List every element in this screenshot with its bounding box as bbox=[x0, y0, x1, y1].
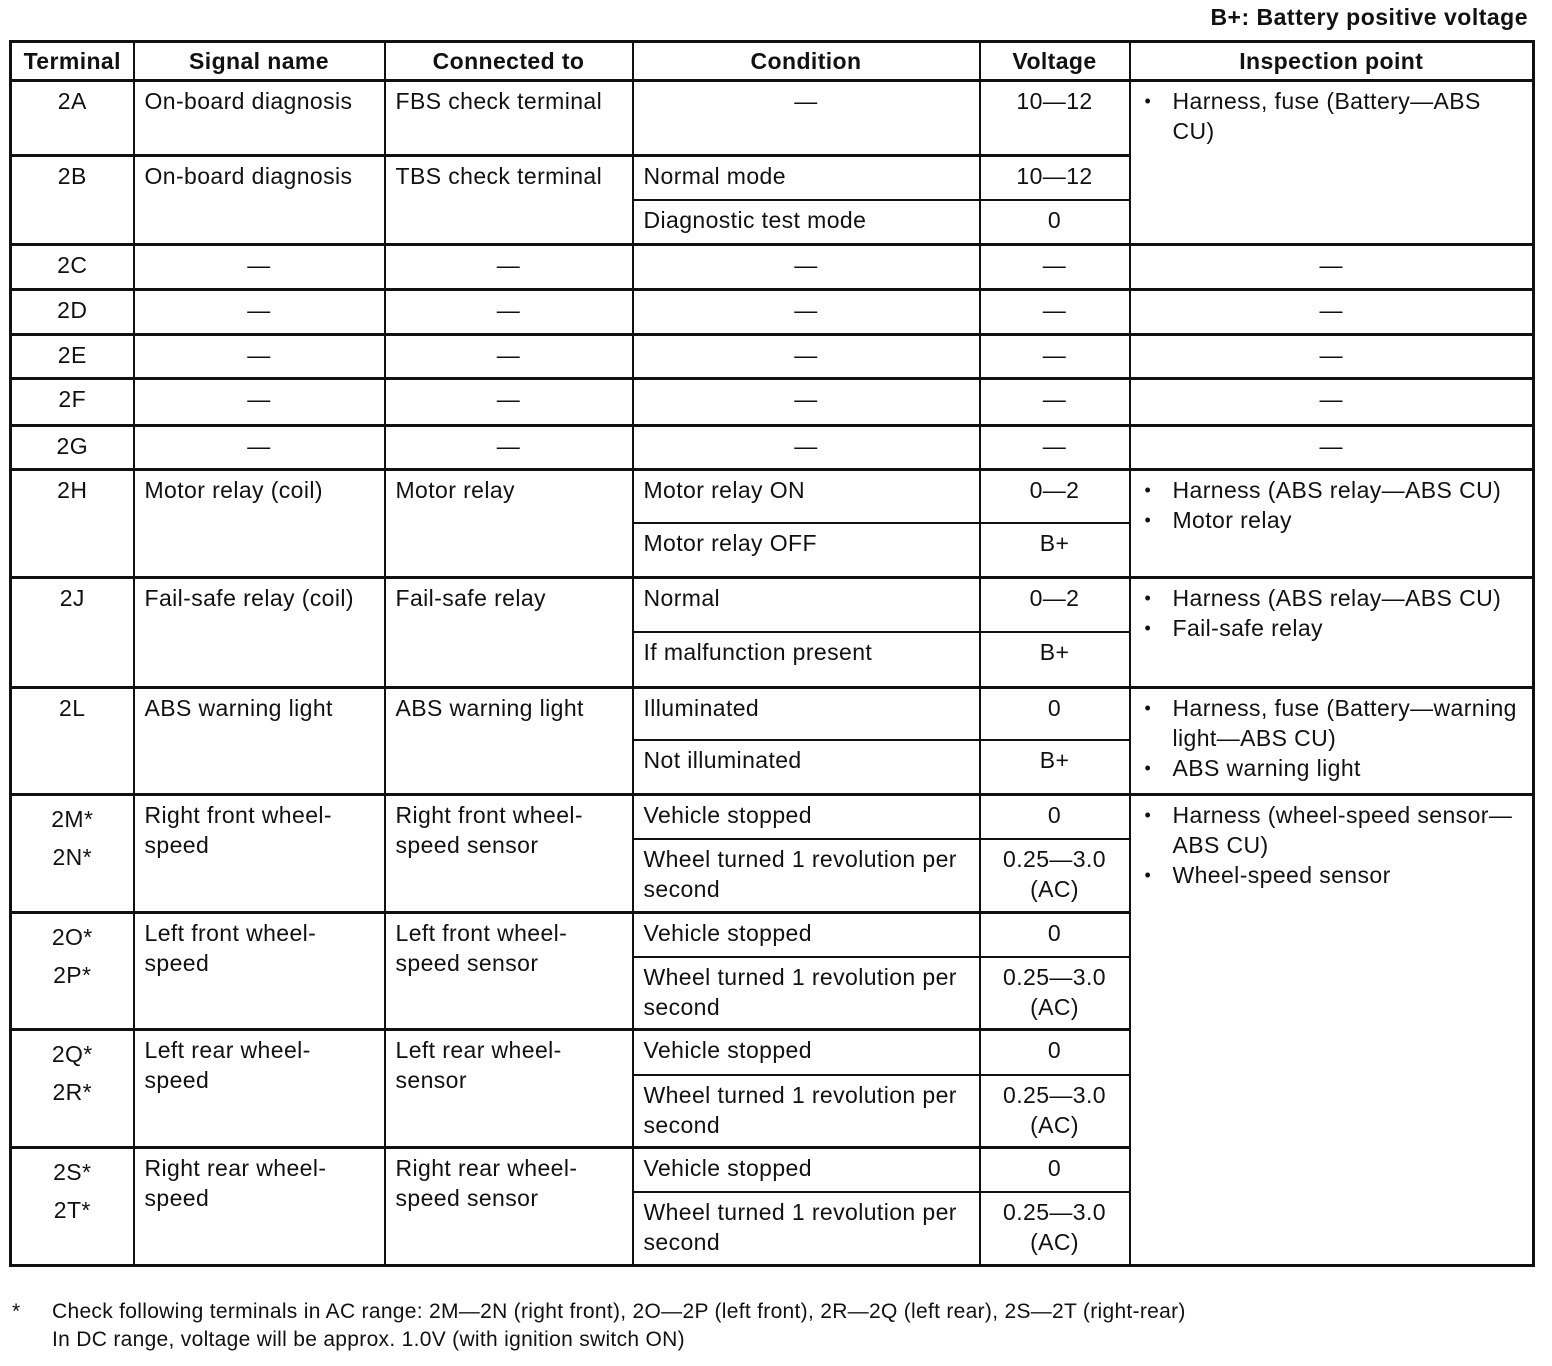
condition-cell: Illuminated bbox=[633, 687, 980, 740]
voltage-cell: 0 bbox=[980, 687, 1130, 740]
connected-cell: — bbox=[385, 289, 633, 334]
connected-cell: ABS warning light bbox=[385, 687, 633, 795]
condition-cell: Wheel turned 1 revolution per second bbox=[633, 839, 980, 912]
inspection-cell bbox=[1130, 578, 1534, 688]
signal-cell: Left front wheel-speed bbox=[134, 912, 385, 1030]
signal-cell: ABS warning light bbox=[134, 687, 385, 795]
connected-cell: Right front wheel-speed sensor bbox=[385, 795, 633, 913]
connected-cell: — bbox=[385, 379, 633, 426]
condition-cell: Not illuminated bbox=[633, 740, 980, 795]
col-voltage: Voltage bbox=[980, 42, 1130, 81]
terminal-cell: 2B bbox=[11, 156, 134, 245]
terminal-cell: 2F bbox=[11, 379, 134, 426]
terminal-label: 2Q* bbox=[51, 1041, 93, 1068]
condition-cell: Diagnostic test mode bbox=[633, 200, 980, 245]
condition-cell: Motor relay OFF bbox=[633, 523, 980, 578]
voltage-cell: 0 bbox=[980, 1030, 1130, 1075]
table-row bbox=[11, 687, 1534, 740]
col-inspection-point: Inspection point bbox=[1130, 42, 1534, 81]
condition-cell: Motor relay ON bbox=[633, 470, 980, 523]
signal-cell: Fail-safe relay (coil) bbox=[134, 578, 385, 688]
terminal-cell: 2D bbox=[11, 289, 134, 334]
terminal-label: 2S* bbox=[53, 1159, 92, 1186]
table-row bbox=[11, 245, 1534, 290]
connected-cell: Right rear wheel-speed sensor bbox=[385, 1148, 633, 1266]
condition-cell: Vehicle stopped bbox=[633, 1148, 980, 1193]
table-row bbox=[11, 289, 1534, 334]
condition-cell: Wheel turned 1 revolution per second bbox=[633, 1192, 980, 1265]
connected-cell: Left front wheel-speed sensor bbox=[385, 912, 633, 1030]
inspection-item: • Harness (wheel-speed sensor—ABS CU) bbox=[1141, 800, 1523, 860]
condition-cell: Vehicle stopped bbox=[633, 795, 980, 840]
condition-cell: — bbox=[633, 81, 980, 156]
inspection-cell bbox=[1130, 795, 1534, 1266]
inspection-cell bbox=[1130, 81, 1534, 245]
voltage-cell: 0—2 bbox=[980, 578, 1130, 633]
voltage-cell: B+ bbox=[980, 740, 1130, 795]
inspection-item: • ABS warning light bbox=[1141, 753, 1523, 783]
condition-cell: Vehicle stopped bbox=[633, 912, 980, 957]
col-connected-to: Connected to bbox=[385, 42, 633, 81]
voltage-cell: — bbox=[980, 425, 1130, 470]
voltage-cell: 0 bbox=[980, 1148, 1130, 1193]
terminal-label: 2N* bbox=[52, 844, 93, 871]
condition-cell: — bbox=[633, 379, 980, 426]
condition-cell: — bbox=[633, 334, 980, 379]
inspection-item: • Harness (ABS relay—ABS CU) bbox=[1141, 475, 1523, 505]
signal-cell: Right front wheel-speed bbox=[134, 795, 385, 913]
voltage-cell: B+ bbox=[980, 632, 1130, 687]
signal-cell: Left rear wheel-speed bbox=[134, 1030, 385, 1148]
condition-cell: — bbox=[633, 245, 980, 290]
connected-cell: Fail-safe relay bbox=[385, 578, 633, 688]
col-terminal: Terminal bbox=[11, 42, 134, 81]
voltage-cell: 0 bbox=[980, 912, 1130, 957]
inspection-item: • Harness, fuse (Battery—ABS CU) bbox=[1141, 86, 1523, 146]
terminal-cell bbox=[11, 795, 134, 913]
connected-cell: FBS check terminal bbox=[385, 81, 633, 156]
signal-cell: On-board diagnosis bbox=[134, 156, 385, 245]
table-row bbox=[11, 578, 1534, 633]
table-row bbox=[11, 470, 1534, 523]
voltage-cell: 0.25—3.0 (AC) bbox=[980, 839, 1130, 912]
terminal-spec-table bbox=[9, 40, 1535, 1267]
terminal-label: 2R* bbox=[52, 1079, 93, 1106]
inspection-cell: — bbox=[1130, 289, 1534, 334]
inspection-cell bbox=[1130, 687, 1534, 795]
voltage-cell: — bbox=[980, 334, 1130, 379]
condition-cell: Wheel turned 1 revolution per second bbox=[633, 957, 980, 1030]
table-row bbox=[11, 334, 1534, 379]
signal-cell: — bbox=[134, 289, 385, 334]
voltage-cell: 0.25—3.0 (AC) bbox=[980, 957, 1130, 1030]
inspection-cell: — bbox=[1130, 334, 1534, 379]
condition-cell: Normal bbox=[633, 578, 980, 633]
signal-cell: On-board diagnosis bbox=[134, 81, 385, 156]
connected-cell: — bbox=[385, 245, 633, 290]
col-signal-name: Signal name bbox=[134, 42, 385, 81]
inspection-item: • Wheel-speed sensor bbox=[1141, 860, 1523, 890]
signal-cell: — bbox=[134, 379, 385, 426]
signal-cell: Motor relay (coil) bbox=[134, 470, 385, 578]
footnote-line: In DC range, voltage will be approx. 1.0V (with ignition switch ON) bbox=[52, 1328, 685, 1351]
voltage-cell: 10—12 bbox=[980, 156, 1130, 201]
condition-cell: Vehicle stopped bbox=[633, 1030, 980, 1075]
terminal-label: 2O* bbox=[51, 923, 93, 950]
inspection-cell bbox=[1130, 470, 1534, 578]
connected-cell: Left rear wheel-sensor bbox=[385, 1030, 633, 1148]
terminal-cell: 2G bbox=[11, 425, 134, 470]
connected-cell: TBS check terminal bbox=[385, 156, 633, 245]
voltage-cell: — bbox=[980, 379, 1130, 426]
inspection-cell: — bbox=[1130, 425, 1534, 470]
condition-cell: — bbox=[633, 425, 980, 470]
voltage-cell: 0 bbox=[980, 200, 1130, 245]
voltage-cell: 0 bbox=[980, 795, 1130, 840]
inspection-item: • Fail-safe relay bbox=[1141, 613, 1523, 643]
signal-cell: — bbox=[134, 425, 385, 470]
voltage-cell: 0.25—3.0 (AC) bbox=[980, 1192, 1130, 1265]
signal-cell: Right rear wheel-speed bbox=[134, 1148, 385, 1266]
terminal-cell bbox=[11, 1030, 134, 1148]
voltage-cell: — bbox=[980, 289, 1130, 334]
inspection-cell: — bbox=[1130, 245, 1534, 290]
table-row bbox=[11, 379, 1534, 426]
voltage-cell: 10—12 bbox=[980, 81, 1130, 156]
signal-cell: — bbox=[134, 334, 385, 379]
connected-cell: — bbox=[385, 334, 633, 379]
terminal-cell: 2H bbox=[11, 470, 134, 578]
footnote-marker: * bbox=[12, 1300, 21, 1323]
connected-cell: — bbox=[385, 425, 633, 470]
inspection-item: • Motor relay bbox=[1141, 505, 1523, 535]
condition-cell: Normal mode bbox=[633, 156, 980, 201]
terminal-label: 2T* bbox=[53, 1197, 91, 1224]
terminal-cell: 2C bbox=[11, 245, 134, 290]
table-row bbox=[11, 81, 1534, 156]
terminal-cell: 2E bbox=[11, 334, 134, 379]
voltage-cell: B+ bbox=[980, 523, 1130, 578]
voltage-legend: B+: Battery positive voltage bbox=[1210, 4, 1528, 30]
terminal-cell: 2L bbox=[11, 687, 134, 795]
inspection-item: • Harness (ABS relay—ABS CU) bbox=[1141, 583, 1523, 613]
header-row bbox=[11, 42, 1534, 81]
terminal-cell: 2A bbox=[11, 81, 134, 156]
terminal-cell bbox=[11, 1148, 134, 1266]
terminal-cell: 2J bbox=[11, 578, 134, 688]
terminal-label: 2M* bbox=[51, 806, 94, 833]
signal-cell: — bbox=[134, 245, 385, 290]
inspection-item: • Harness, fuse (Battery—warning light—ABS CU) bbox=[1141, 693, 1523, 753]
table-row bbox=[11, 795, 1534, 840]
voltage-cell: — bbox=[980, 245, 1130, 290]
footnote bbox=[12, 1298, 1532, 1354]
voltage-cell: 0—2 bbox=[980, 470, 1130, 523]
condition-cell: — bbox=[633, 289, 980, 334]
footnote-line: Check following terminals in AC range: 2M—2N (right front), 2O—2P (left front), 2R—2Q (left rear), 2S—2T (right-rear) bbox=[52, 1300, 1186, 1323]
col-condition: Condition bbox=[633, 42, 980, 81]
connected-cell: Motor relay bbox=[385, 470, 633, 578]
inspection-cell: — bbox=[1130, 379, 1534, 426]
condition-cell: If malfunction present bbox=[633, 632, 980, 687]
terminal-cell bbox=[11, 912, 134, 1030]
table-row bbox=[11, 425, 1534, 470]
terminal-label: 2P* bbox=[53, 961, 92, 988]
condition-cell: Wheel turned 1 revolution per second bbox=[633, 1075, 980, 1148]
voltage-cell: 0.25—3.0 (AC) bbox=[980, 1075, 1130, 1148]
